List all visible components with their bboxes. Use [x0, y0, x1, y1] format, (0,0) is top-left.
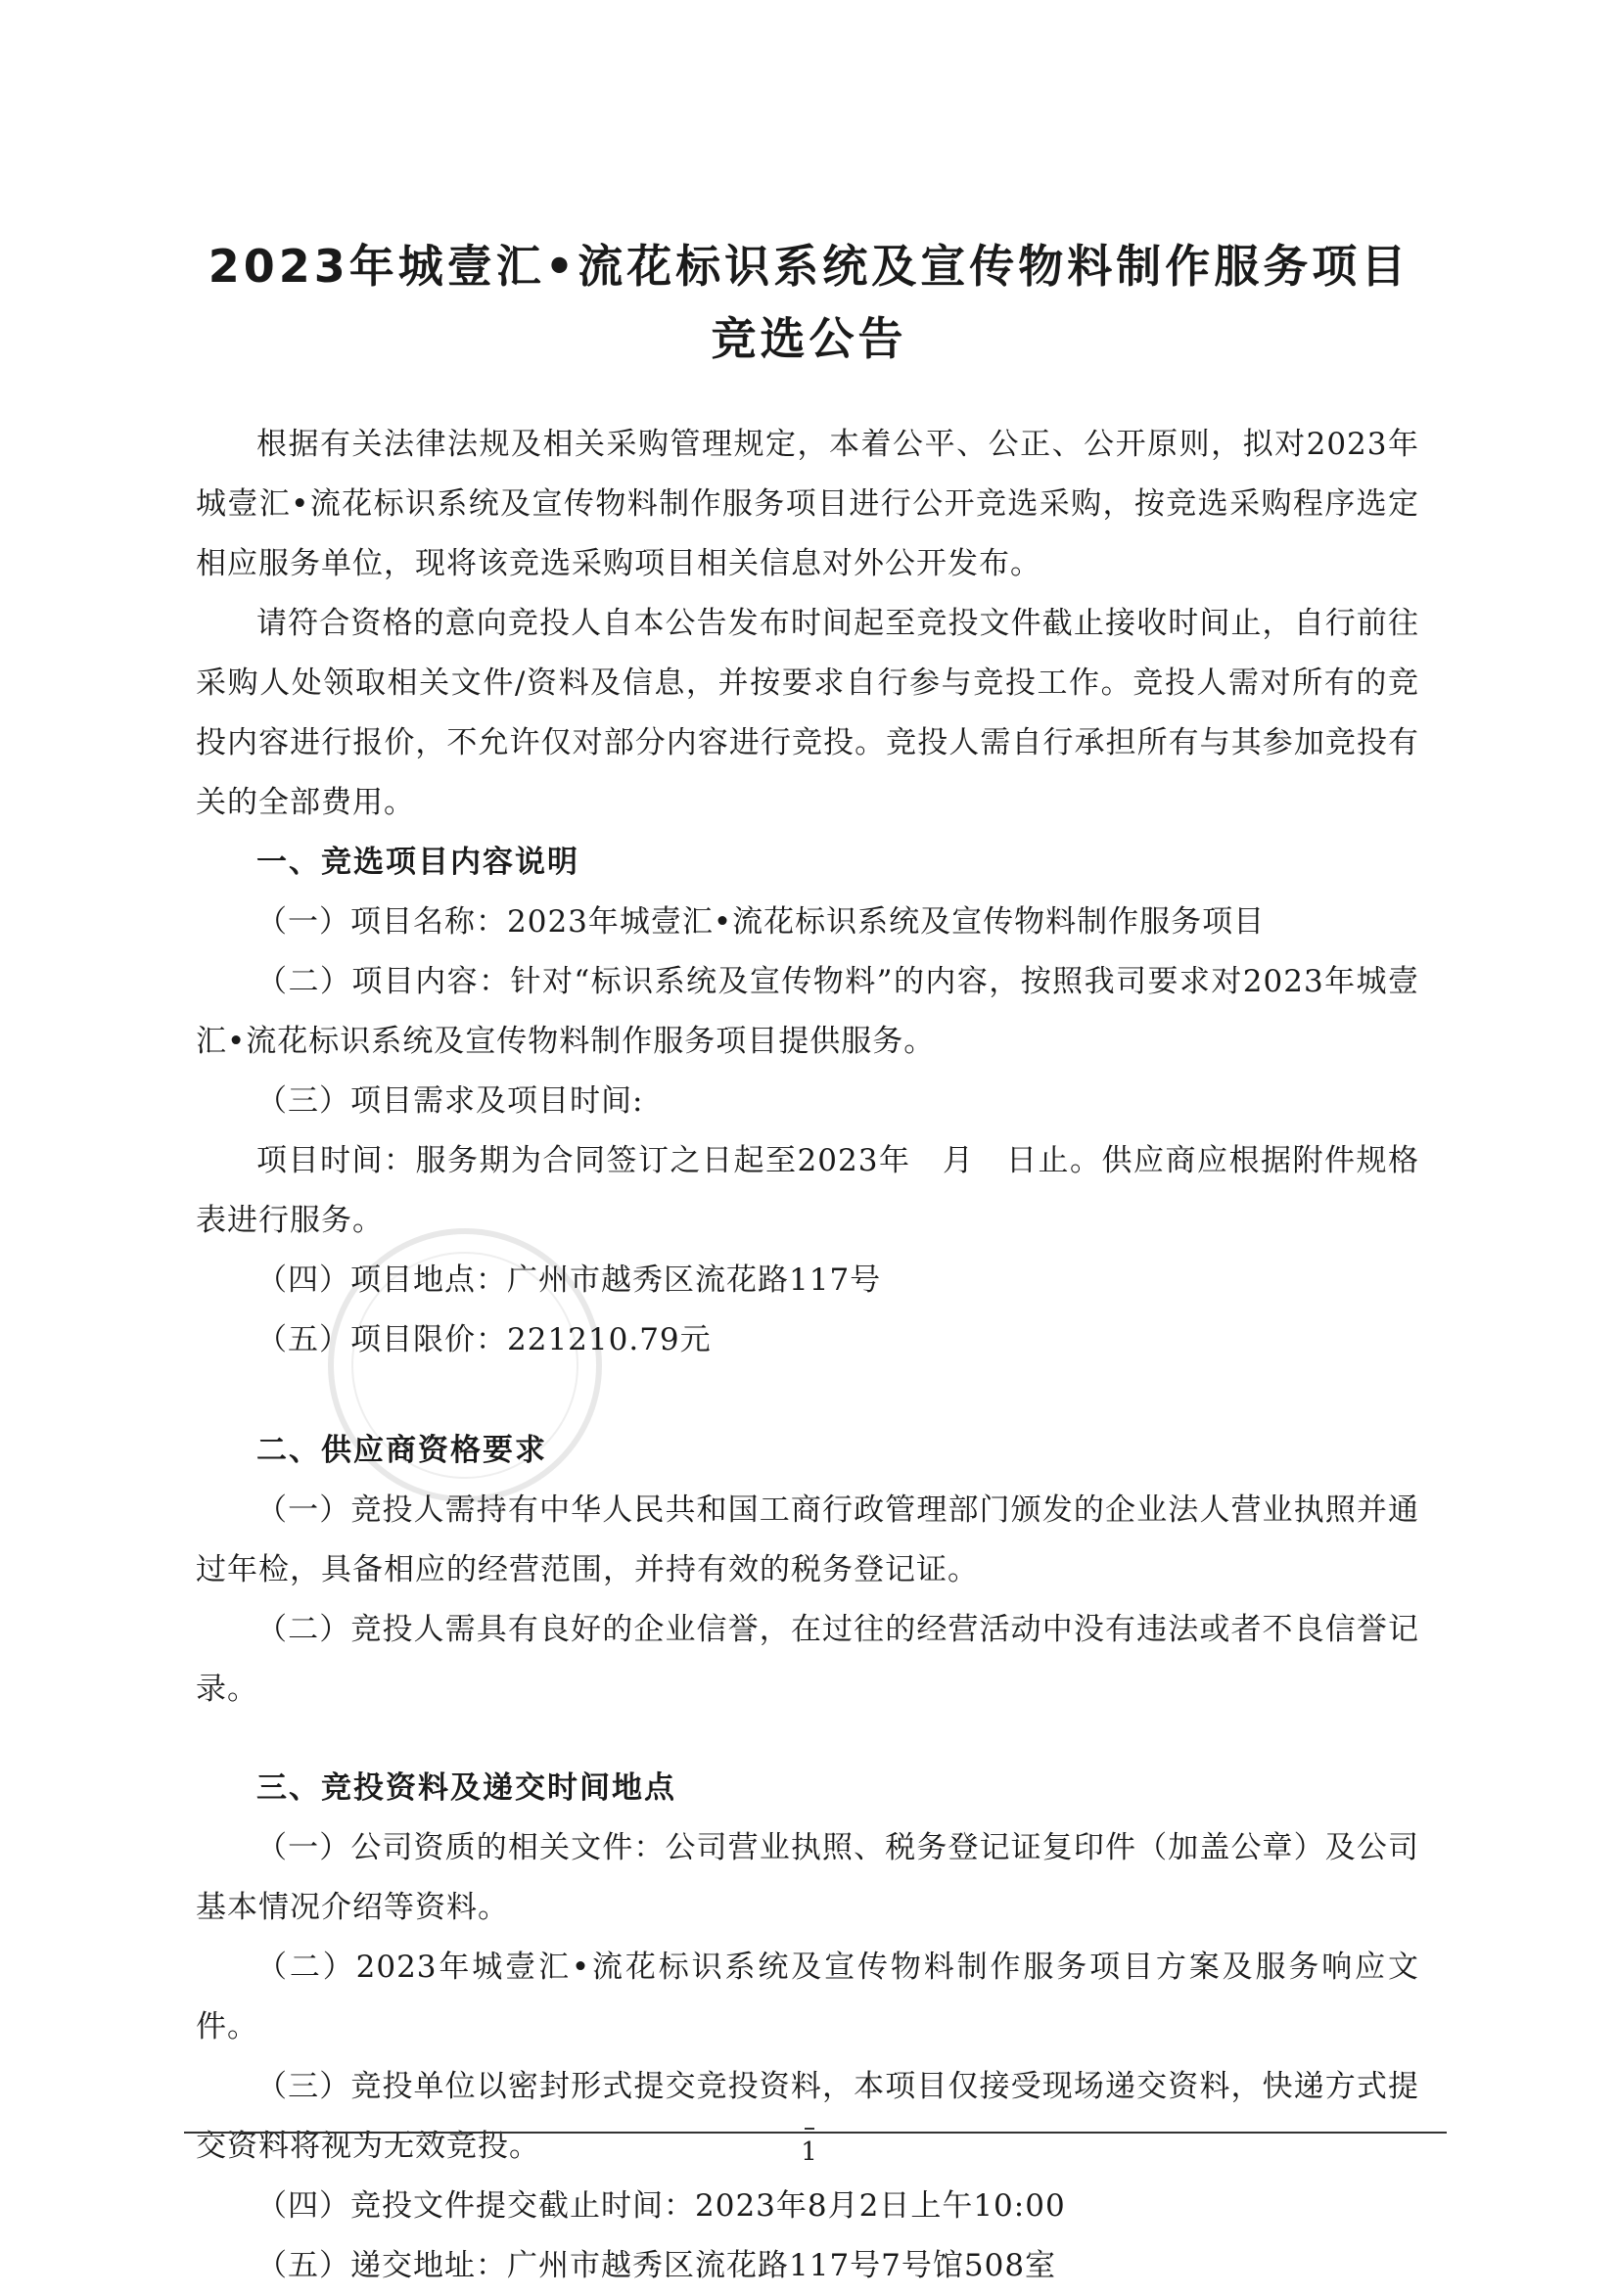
section-item: （四）项目地点：广州市越秀区流花路117号: [256, 1263, 882, 1298]
section-item: （一）竞投人需持有中华人民共和国工商行政管理部门颁发的企业法人营业执照并通过年检，具备相应的经营范围，并持有效的税务登记证。: [196, 1492, 1419, 1587]
section-heading: 二、供应商资格要求: [256, 1433, 547, 1468]
section-item: （五）项目限价：221210.79元: [256, 1322, 712, 1357]
section-item: （一）公司资质的相关文件：公司营业执照、税务登记证复印件（加盖公章）及公司基本情况介绍等资料。: [196, 1830, 1419, 1925]
intro-paragraph: 请符合资格的意向竞投人自本公告发布时间起至竞投文件截止接收时间止，自行前往采购人处领取相关文件/资料及信息，并按要求自行参与竞投工作。竞投人需对所有的竞投内容进行报价，不允许仅对部分内容进行竞投。竞投人需自行承担所有与其参加竞投有关的全部费用。: [196, 606, 1419, 820]
section-item: （三）项目需求及项目时间:: [256, 1083, 644, 1119]
page-number: 1: [801, 2137, 817, 2167]
section-item: （一）项目名称：2023年城壹汇•流花标识系统及宣传物料制作服务项目: [256, 904, 1266, 940]
section-item: （四）竞投文件提交截止时间：2023年8月2日上午10:00: [256, 2188, 1066, 2224]
section-item: （二）竞投人需具有良好的企业信誉，在过往的经营活动中没有违法或者不良信誉记录。: [196, 1612, 1419, 1707]
document-title: 2023年城壹汇•流花标识系统及宣传物料制作服务项目: [208, 240, 1410, 293]
footer-divider: [184, 2132, 1447, 2134]
section-item: （五）递交地址：广州市越秀区流花路117号7号馆508室: [256, 2248, 1057, 2283]
section-item: （二）项目内容：针对“标识系统及宣传物料”的内容，按照我司要求对2023年城壹汇•流花标识系统及宣传物料制作服务项目提供服务。: [196, 964, 1419, 1059]
section-item: 项目时间：服务期为合同签订之日起至2023年 月 日止。供应商应根据附件规格表进行服务。: [196, 1143, 1419, 1238]
document-body: [196, 415, 1419, 2296]
intro-paragraph: 根据有关法律法规及相关采购管理规定，本着公平、公正、公开原则，拟对2023年城壹汇•流花标识系统及宣传物料制作服务项目进行公开竞选采购，按竞选采购程序选定相应服务单位，现将该竞选采购项目相关信息对外公开发布。: [196, 427, 1419, 581]
spacer: [196, 1720, 1419, 1759]
section-item: （三）竞投单位以密封形式提交竞投资料，本项目仅接受现场递交资料，快递方式提交资料将视为无效竞投。: [196, 2069, 1419, 2164]
footer-divider-mark: [805, 2128, 814, 2130]
document-subtitle: 竞选公告: [711, 312, 907, 365]
section-item: （二）2023年城壹汇•流花标识系统及宣传物料制作服务项目方案及服务响应文件。: [196, 1950, 1419, 2044]
section-heading: 一、竞选项目内容说明: [256, 845, 579, 880]
section-heading: 三、竞投资料及递交时间地点: [256, 1770, 676, 1806]
spacer: [196, 1370, 1419, 1421]
